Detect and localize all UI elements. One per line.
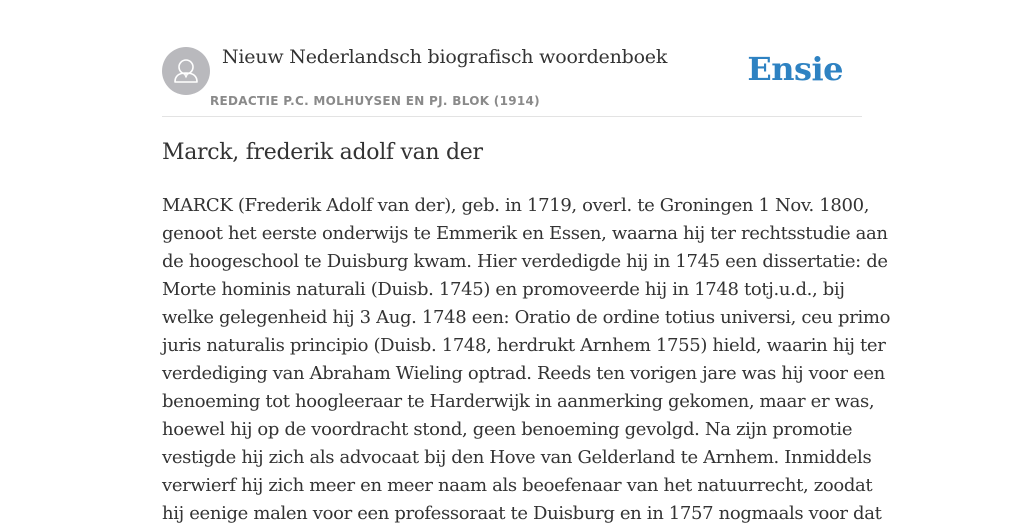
body-line: de hoogeschool te Duisburg kwam. Hier verdedigde hij in 1745 een dissertatie: de bbox=[162, 251, 888, 272]
article-title: Marck, frederik adolf van der bbox=[162, 140, 483, 165]
body-line: verdediging van Abraham Wieling optrad. Reeds ten vorigen jare was hij voor een bbox=[162, 363, 885, 384]
user-avatar-icon bbox=[162, 47, 210, 95]
page-header bbox=[162, 0, 862, 117]
article-body bbox=[162, 192, 891, 528]
body-line: welke gelegenheid hij 3 Aug. 1748 een: Oratio de ordine totius universi, ceu primo bbox=[162, 307, 891, 328]
book-title[interactable]: Nieuw Nederlandsch biografisch woordenboek bbox=[222, 46, 668, 68]
body-line: genoot het eerste onderwijs te Emmerik en Essen, waarna hij ter rechtsstudie aan bbox=[162, 223, 888, 244]
body-line: MARCK (Frederik Adolf van der), geb. in 1719, overl. te Groningen 1 Nov. 1800, bbox=[162, 195, 870, 216]
brand-logo[interactable]: Ensie bbox=[747, 50, 843, 88]
editors-credit: REDACTIE P.C. MOLHUYSEN EN PJ. BLOK (1914) bbox=[210, 94, 540, 108]
avatar bbox=[162, 47, 210, 95]
body-line: vestigde hij zich als advocaat bij den Hove van Gelderland te Arnhem. Inmiddels bbox=[162, 447, 872, 468]
body-line: Morte hominis naturali (Duisb. 1745) en promoveerde hij in 1748 totj.u.d., bij bbox=[162, 279, 845, 300]
body-line: benoeming tot hoogleeraar te Harderwijk in aanmerking gekomen, maar er was, bbox=[162, 391, 875, 412]
body-line: hij eenige malen voor een professoraat te Duisburg en in 1757 nogmaals voor dat bbox=[162, 503, 882, 524]
body-line: hoewel hij op de voordracht stond, geen benoeming gevolgd. Na zijn promotie bbox=[162, 419, 853, 440]
body-line: verwierf hij zich meer en meer naam als beoefenaar van het natuurrecht, zoodat bbox=[162, 475, 873, 496]
body-line: juris naturalis principio (Duisb. 1748, herdrukt Arnhem 1755) hield, waarin hij ter bbox=[162, 335, 886, 356]
